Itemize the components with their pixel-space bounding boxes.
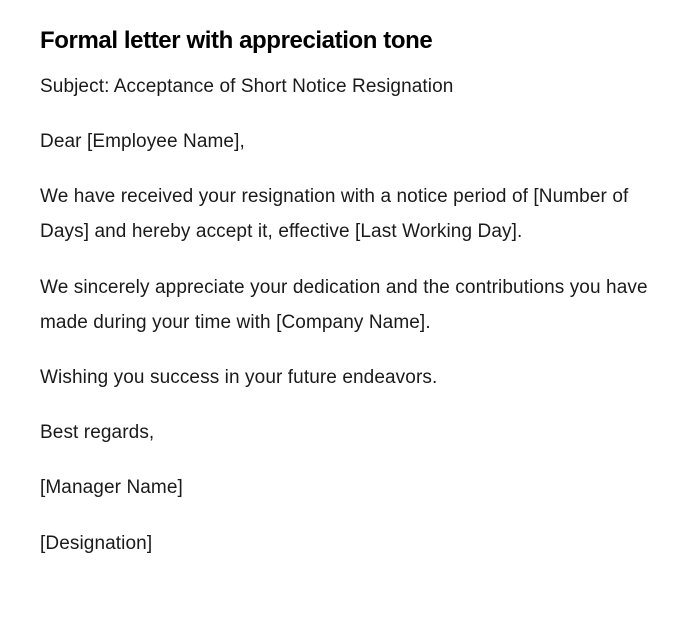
letter-paragraph: We have received your resignation with a notice period of [Number of Days] and hereby accept it, effective [Last Working Day]. bbox=[40, 186, 629, 242]
letter-subject: Subject: Acceptance of Short Notice Resignation bbox=[40, 76, 454, 97]
letter-title: Formal letter with appreciation tone bbox=[40, 27, 433, 54]
signature-designation: [Designation] bbox=[40, 533, 153, 554]
letter-paragraph: We sincerely appreciate your dedication and the contributions you have made during your time with [Company Name]. bbox=[40, 277, 648, 333]
signature-name: [Manager Name] bbox=[40, 477, 183, 498]
letter-closing: Best regards, bbox=[40, 422, 155, 443]
letter-paragraph: Wishing you success in your future endeavors. bbox=[40, 367, 438, 388]
letter-salutation: Dear [Employee Name], bbox=[40, 131, 245, 152]
letter-document bbox=[40, 0, 660, 561]
